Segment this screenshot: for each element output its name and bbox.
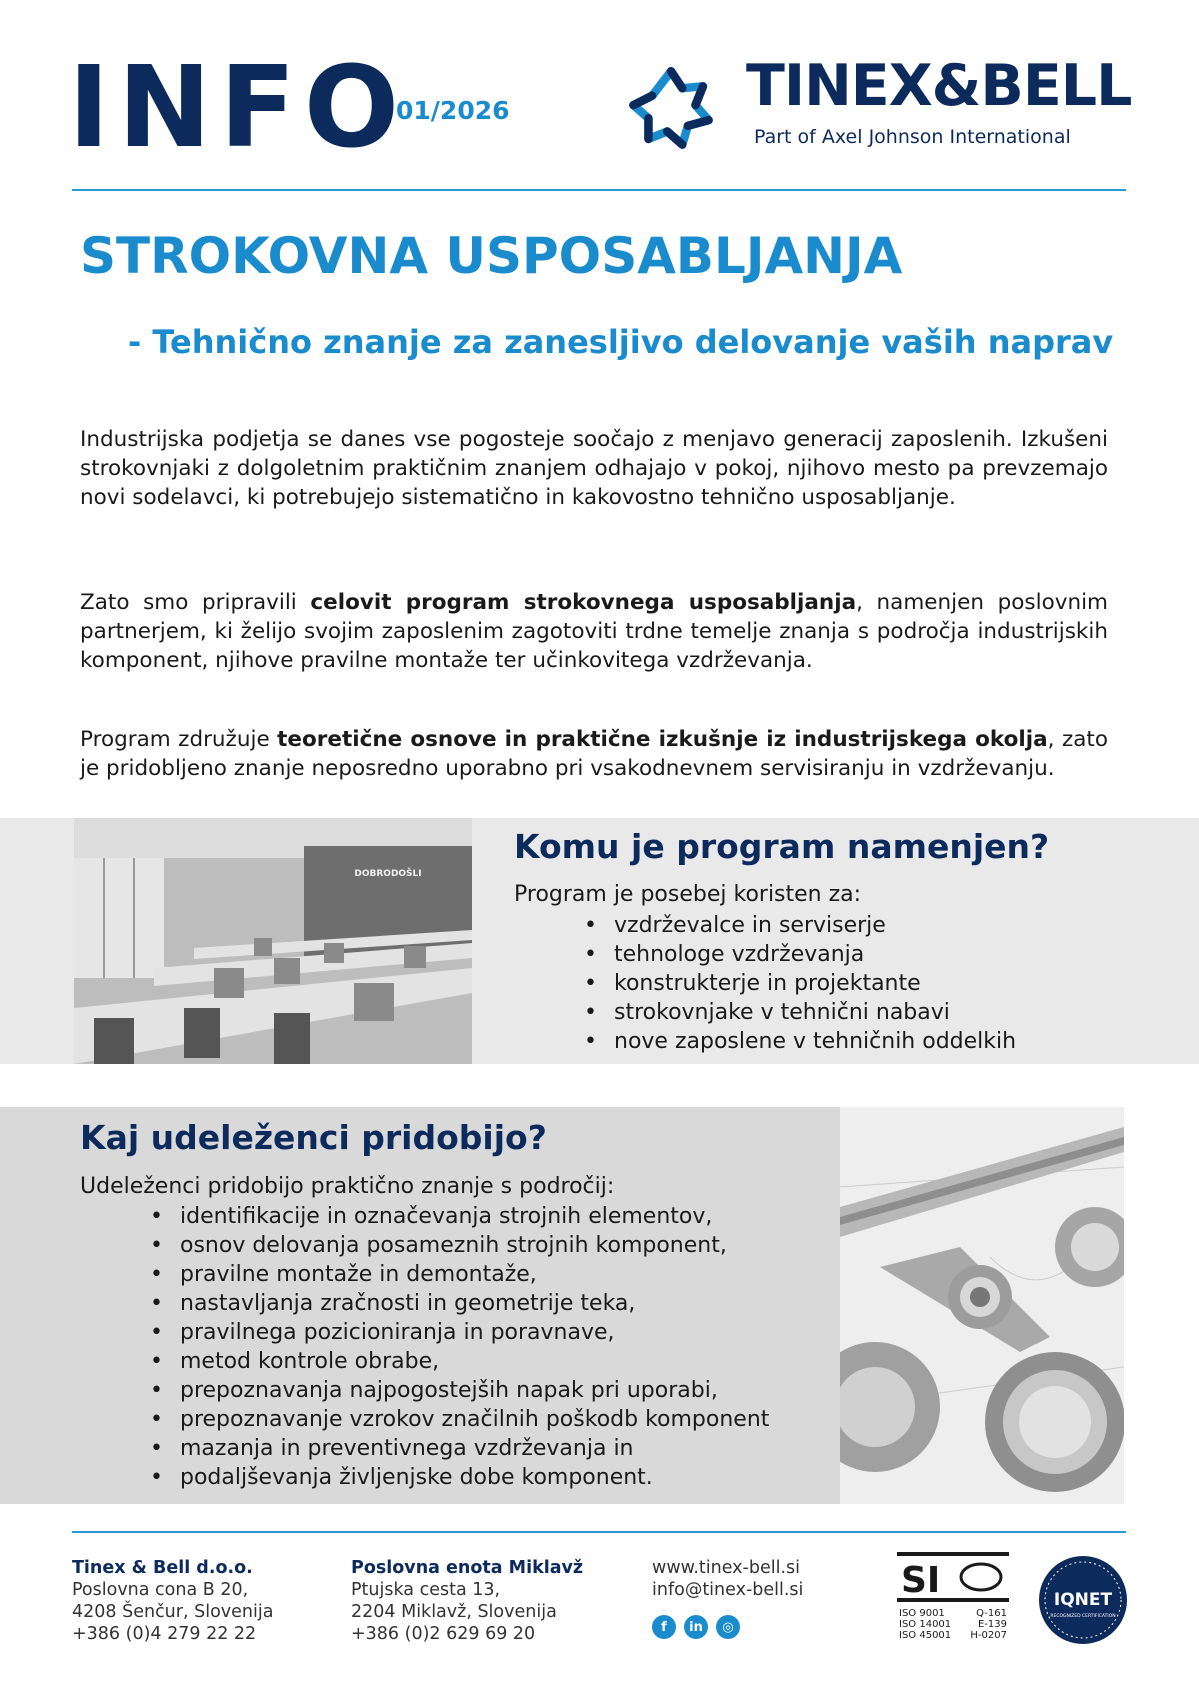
brand-name: TINEX&BELL xyxy=(746,53,1132,119)
website-link[interactable]: www.tinex-bell.si xyxy=(652,1558,800,1578)
list-item: • nastavljanja zračnosti in geometrije teka, xyxy=(150,1289,769,1318)
training-room-photo xyxy=(74,818,472,1064)
company-phone: +386 (0)4 279 22 22 xyxy=(72,1624,257,1644)
company-address xyxy=(72,1557,273,1645)
svg-text:ISO 45001: ISO 45001 xyxy=(899,1630,952,1641)
list-item: • konstrukterje in projektante xyxy=(584,969,1016,998)
svg-text:E-139: E-139 xyxy=(977,1619,1007,1630)
benefits-heading: Kaj udeleženci pridobijo? xyxy=(80,1118,547,1157)
page-subtitle: - Tehnično znanje za zanesljivo delovanje vaših naprav xyxy=(128,323,1114,361)
list-item: • strokovnjake v tehnični nabavi xyxy=(584,998,1016,1027)
instagram-icon[interactable]: ◎ xyxy=(716,1615,740,1639)
branch-phone: +386 (0)2 629 69 20 xyxy=(351,1624,536,1644)
list-item: • prepoznavanje vzrokov značilnih poškodb komponent xyxy=(150,1405,769,1434)
program-paragraph: Zato smo pripravili celovit program strokovnega usposabljanja, namenjen poslovnim partnerjem, ki želijo svojim zaposlenim zagotoviti trdne temelje znanja s področja industrijskih komponent, njihove pravilne montaže ter učinkovitega vzdrževanja. xyxy=(80,590,1108,673)
svg-text:H-0207: H-0207 xyxy=(970,1630,1007,1641)
intro-paragraph: Industrijska podjetja se danes vse pogosteje soočajo z menjavo generacij zaposlenih. Izkušeni strokovnjaki z dolgoletnim praktičnim znanjem odhajajo v pokoj, njihovo mesto pa prevzemajo novi sodelavci, ki potrebujejo sistematično in kakovostno tehnično usposabljanje. xyxy=(80,427,1108,510)
facebook-icon[interactable]: f xyxy=(652,1615,676,1639)
footer-divider xyxy=(72,1531,1126,1533)
iqnet-sub: RECOGNIZED CERTIFICATION xyxy=(1050,1614,1116,1619)
brand-subtitle: Part of Axel Johnson International xyxy=(754,126,1071,148)
list-item: • pravilne montaže in demontaže, xyxy=(150,1260,769,1289)
company-street: Poslovna cona B 20, xyxy=(72,1580,249,1600)
list-item: • vzdrževalce in serviserje xyxy=(584,911,1016,940)
iqnet-label: IQNET xyxy=(1053,1590,1113,1610)
list-item: • metod kontrole obrabe, xyxy=(150,1347,769,1376)
email-link[interactable]: info@tinex-bell.si xyxy=(652,1580,804,1600)
si-label: SI xyxy=(901,1560,941,1601)
issue-number: 01/2026 xyxy=(396,96,510,125)
company-city: 4208 Šenčur, Slovenija xyxy=(72,1602,274,1622)
company-name: Tinex & Bell d.o.o. xyxy=(72,1558,253,1578)
list-item: • prepoznavanja najpogostejših napak pri uporabi, xyxy=(150,1376,769,1405)
list-item: • mazanja in preventivnega vzdrževanja in xyxy=(150,1434,769,1463)
iqnet-certification-logo xyxy=(1038,1555,1128,1645)
list-item: • tehnologe vzdrževanja xyxy=(584,940,1016,969)
combination-paragraph: Program združuje teoretične osnove in praktične izkušnje iz industrijskega okolja, zato je pridobljeno znanje neposredno uporabno pri vsakodnevnem servisiranju in vzdrževanju. xyxy=(80,727,1108,781)
social-links xyxy=(652,1615,748,1639)
info-wordmark: INFO xyxy=(68,43,408,173)
svg-text:ISO 14001: ISO 14001 xyxy=(899,1619,952,1630)
screen-welcome-text: DOBRODOŠLI xyxy=(354,869,422,879)
combination-highlight: teoretične osnove in praktične izkušnje iz industrijskega okolja xyxy=(277,727,1048,752)
list-item: • podaljševanja življenjske dobe komponent. xyxy=(150,1463,769,1492)
header-divider xyxy=(72,189,1126,191)
linkedin-icon[interactable]: in xyxy=(684,1615,708,1639)
list-item: • nove zaposlene v tehničnih oddelkih xyxy=(584,1027,1016,1056)
audience-intro: Program je posebej koristen za: xyxy=(514,882,862,907)
branch-street: Ptujska cesta 13, xyxy=(351,1580,501,1600)
benefits-list xyxy=(150,1202,769,1492)
branch-name: Poslovna enota Miklavž xyxy=(351,1558,584,1578)
branch-city: 2204 Miklavž, Slovenija xyxy=(351,1602,557,1622)
page-title: STROKOVNA USPOSABLJANJA xyxy=(80,227,903,285)
si-certification-logo xyxy=(897,1552,1009,1646)
branch-address xyxy=(351,1557,583,1645)
list-item: • osnov delovanja posameznih strojnih komponent, xyxy=(150,1231,769,1260)
caliper-bearings-photo xyxy=(840,1107,1124,1504)
contact-info xyxy=(652,1557,803,1601)
tinex-bell-logo-icon xyxy=(624,60,718,154)
list-item: • identifikacije in označevanja strojnih elementov, xyxy=(150,1202,769,1231)
audience-heading: Komu je program namenjen? xyxy=(514,827,1050,866)
audience-list xyxy=(584,911,1016,1056)
svg-text:Q-161: Q-161 xyxy=(976,1608,1007,1619)
program-highlight: celovit program strokovnega usposabljanja xyxy=(310,590,857,615)
benefits-intro: Udeleženci pridobijo praktično znanje s področij: xyxy=(80,1174,615,1199)
list-item: • pravilnega pozicioniranja in poravnave, xyxy=(150,1318,769,1347)
svg-text:ISO 9001: ISO 9001 xyxy=(899,1608,945,1619)
